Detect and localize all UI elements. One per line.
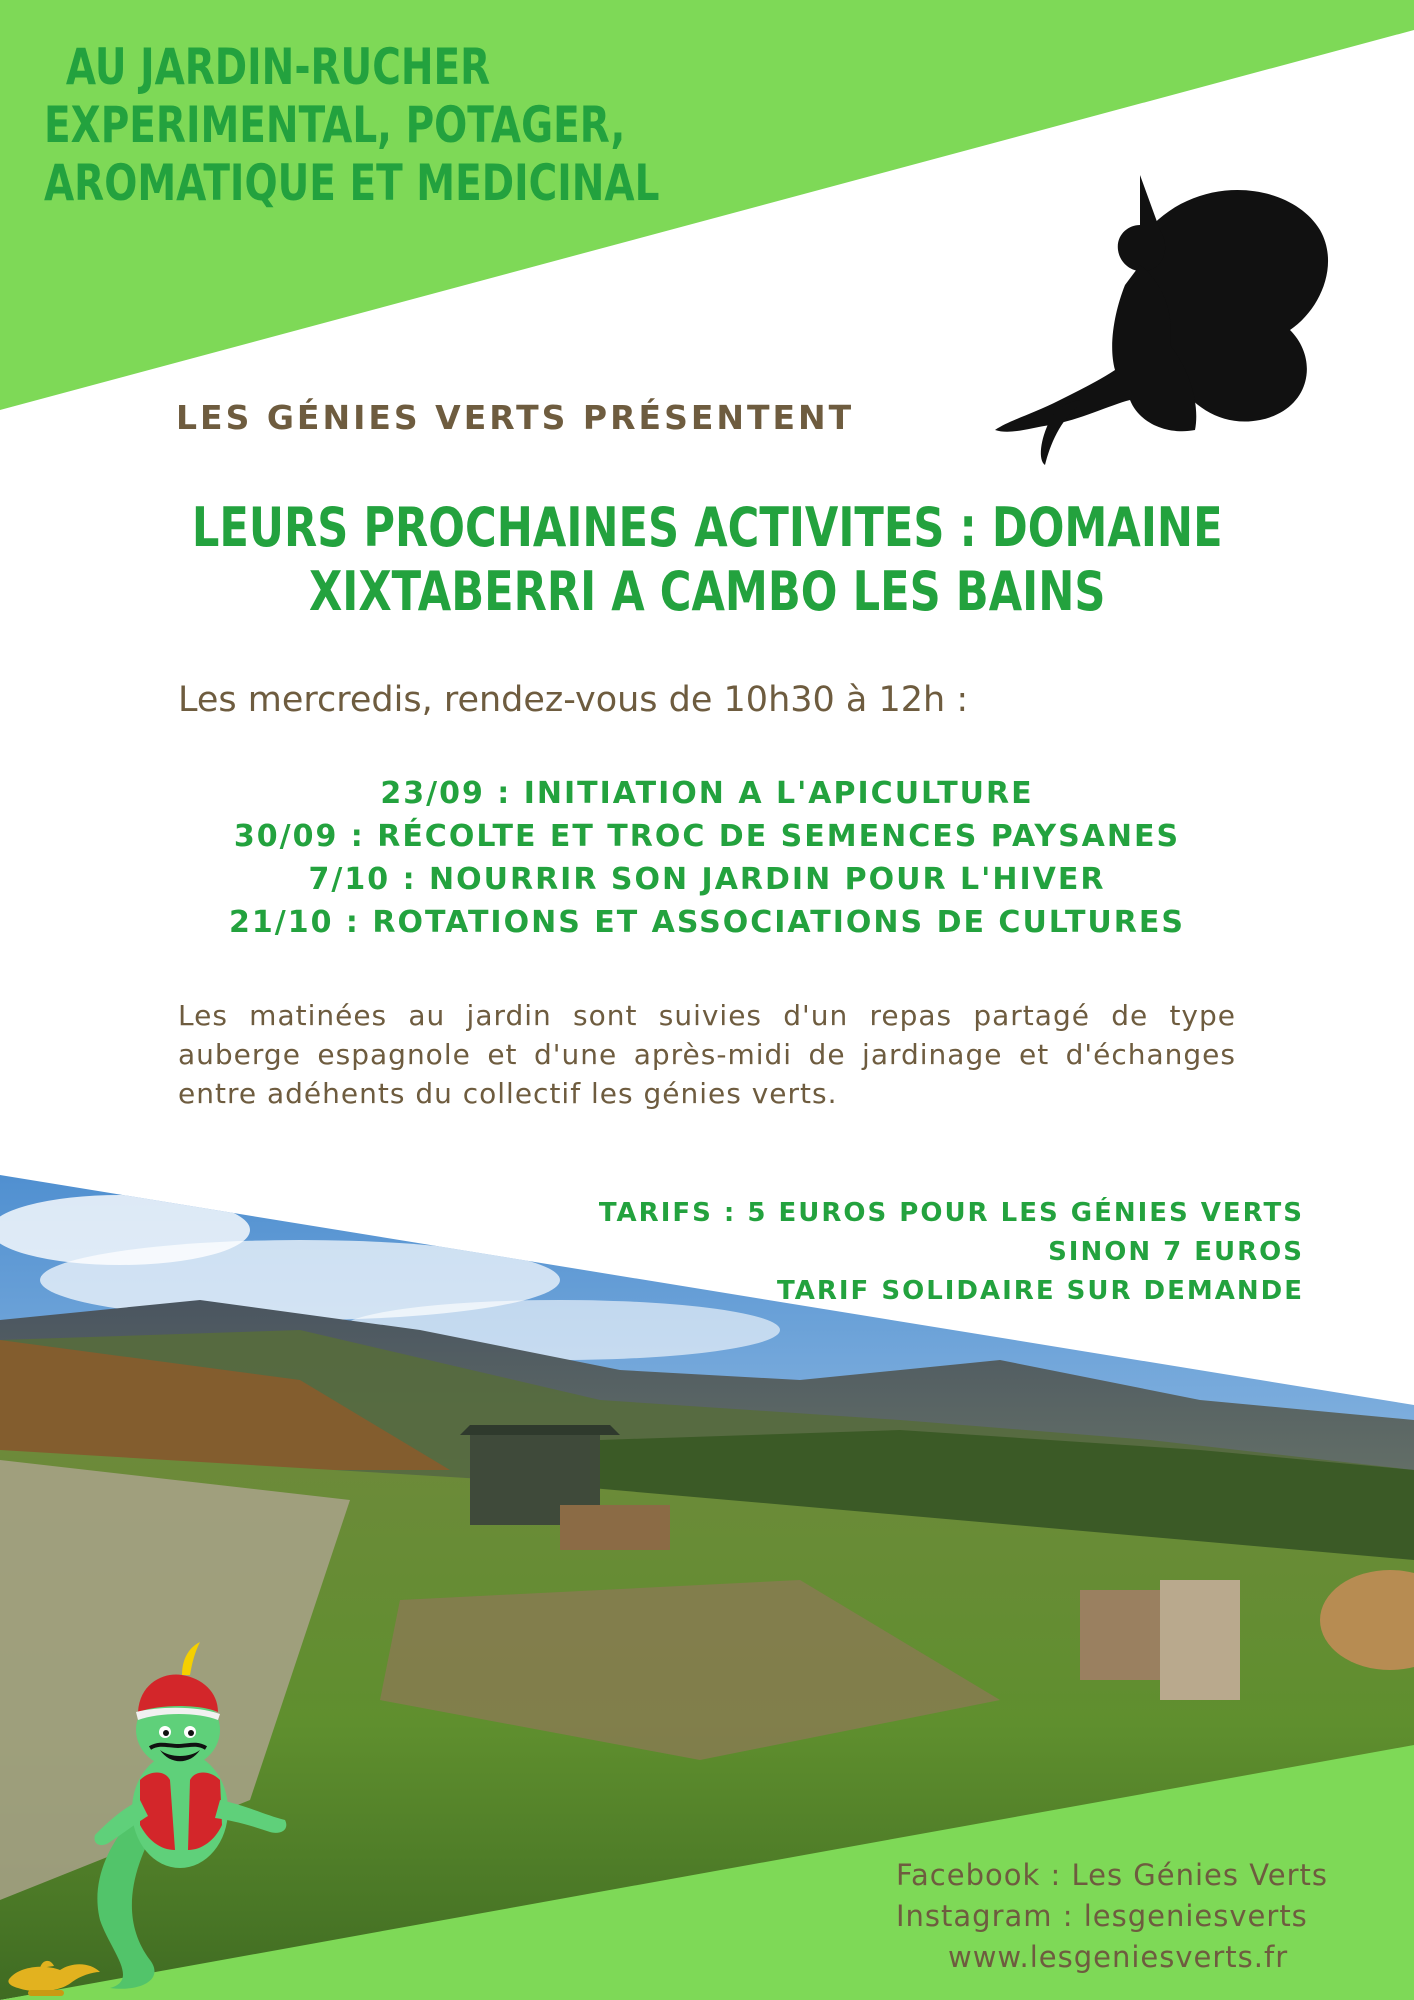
website-link[interactable]: www.lesgeniesverts.fr [948,1940,1289,1974]
fairy-silhouette-icon [990,170,1350,470]
garden-title [44,38,660,212]
pricing-block [599,1194,1304,1311]
event-item: 23/09 : INITIATION A L'APICULTURE [380,776,1034,811]
headline-line-1: LEURS PROCHAINES ACTIVITES : DOMAINE [191,496,1223,559]
garden-title-line-3: AROMATIQUE ET MEDICINAL [44,154,660,212]
event-item: 21/10 : ROTATIONS ET ASSOCIATIONS DE CULTURES [229,905,1185,940]
instagram-link[interactable]: Instagram : lesgeniesverts [896,1899,1308,1933]
schedule-intro: Les mercredis, rendez-vous de 10h30 à 12h : [178,680,969,720]
garden-title-line-1: AU JARDIN-RUCHER [65,38,491,96]
genie-mascot-icon [70,1620,300,2000]
event-item: 30/09 : RÉCOLTE ET TROC DE SEMENCES PAYSANES [233,819,1181,854]
activities-headline [0,496,1414,624]
contact-info [896,1855,1328,1978]
headline-line-2: XIXTABERRI A CAMBO LES BAINS [308,560,1106,623]
events-list [0,772,1414,944]
presenter-heading: LES GÉNIES VERTS PRÉSENTENT [176,398,855,437]
description-paragraph: Les matinées au jardin sont suivies d'un repas partagé de type auberge espagnole et d'une après-midi de jardinage et d'échanges entre adéhents du collectif les génies verts. [178,999,1236,1110]
pricing-line: TARIFS : 5 EUROS POUR LES GÉNIES VERTS [598,1198,1304,1228]
pricing-line: TARIF SOLIDAIRE SUR DEMANDE [777,1276,1304,1306]
pricing-line: SINON 7 EUROS [1048,1237,1304,1267]
garden-title-line-2: EXPERIMENTAL, POTAGER, [44,96,626,154]
facebook-link[interactable]: Facebook : Les Génies Verts [896,1858,1329,1892]
event-item: 7/10 : NOURRIR SON JARDIN POUR L'HIVER [308,862,1106,897]
magic-lamp-icon [0,1948,110,2000]
